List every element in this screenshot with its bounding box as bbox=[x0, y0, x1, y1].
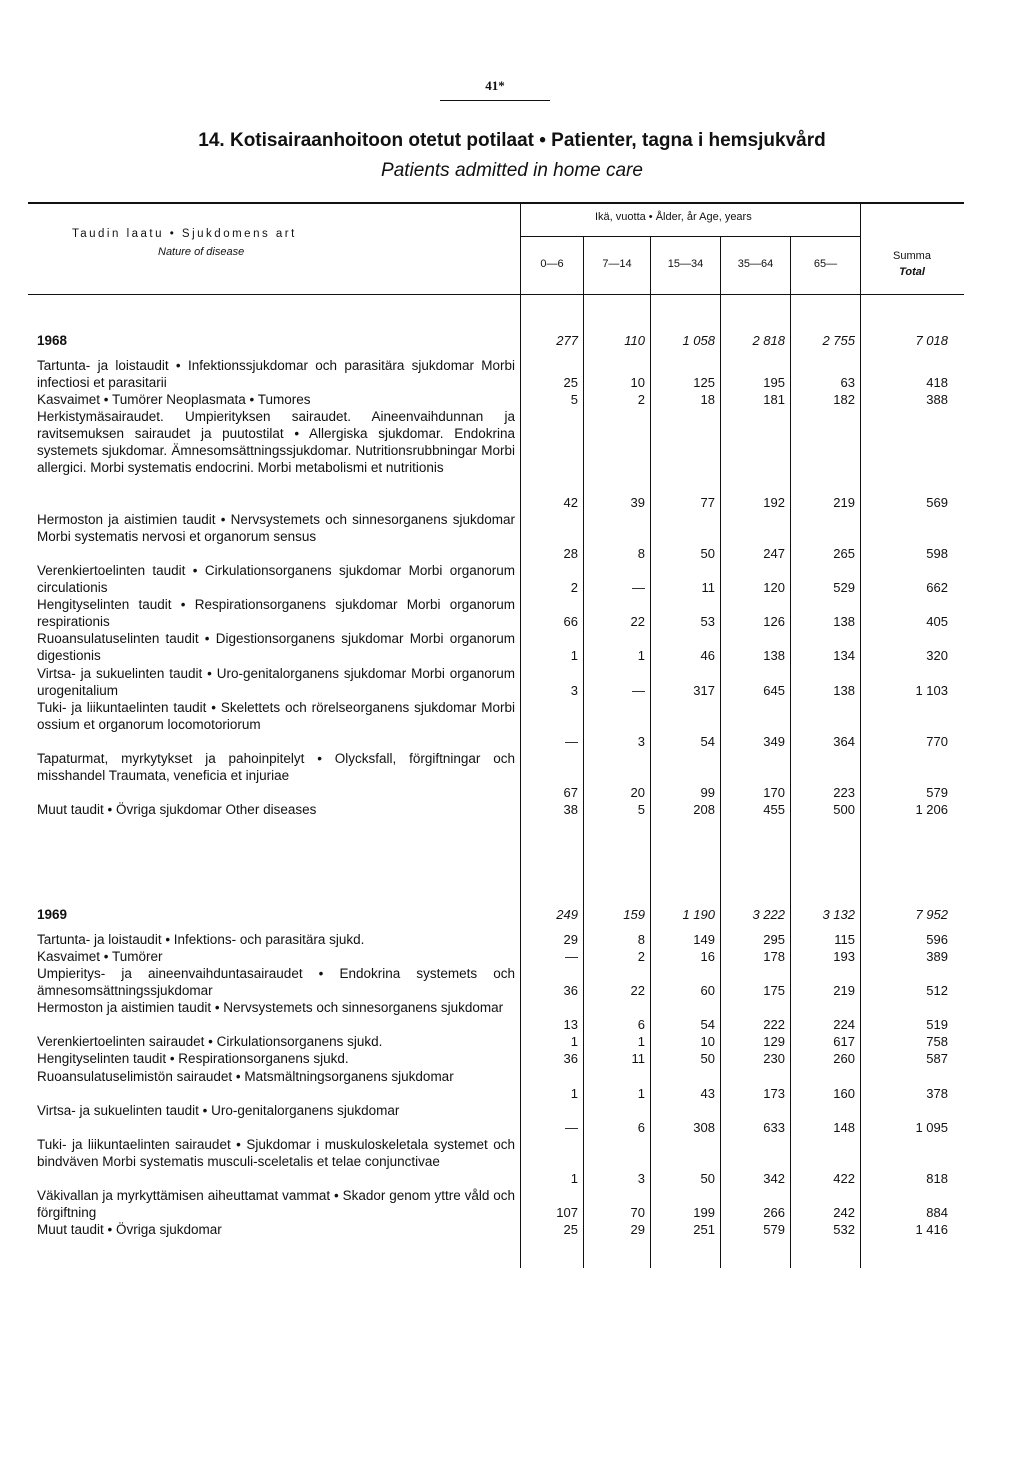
table-cell: 134 bbox=[833, 648, 855, 664]
col-header-35-64: 35—64 bbox=[737, 258, 774, 270]
table-cell: 295 bbox=[763, 931, 785, 947]
total-cell: 2 755 bbox=[822, 333, 855, 348]
table-cell: 2 bbox=[637, 948, 645, 964]
table-cell: 364 bbox=[833, 733, 855, 749]
table-cell: 770 bbox=[926, 733, 948, 749]
table-cell: 1 bbox=[637, 648, 645, 664]
age-group-rule bbox=[520, 236, 860, 237]
table-cell: 265 bbox=[833, 545, 855, 561]
table-cell: 532 bbox=[833, 1222, 855, 1238]
table-cell: — bbox=[565, 1119, 578, 1135]
row-label: Hermoston ja aistimien taudit • Nervsystemets och sinnesorganens sjukdomar bbox=[37, 1000, 504, 1016]
row-label: Kasvaimet • Tumörer bbox=[37, 948, 163, 964]
table-cell: — bbox=[565, 733, 578, 749]
table-cell: 1 416 bbox=[915, 1222, 948, 1238]
total-cell: 2 818 bbox=[752, 333, 785, 348]
col-header-0-6: 0—6 bbox=[540, 258, 564, 270]
row-label: Tartunta- ja loistaudit • Infektions- och parasitära sjukd. bbox=[37, 931, 365, 947]
row-label: Tapaturmat, myrkytykset ja pahoinpitelyt • Olycksfall, förgiftningar och misshandel Traumata, veneficia et injuriae bbox=[37, 751, 515, 784]
table-cell: 77 bbox=[700, 494, 715, 510]
table-cell: 349 bbox=[763, 733, 785, 749]
year-label bbox=[37, 332, 515, 349]
table-cell: 36 bbox=[563, 1051, 578, 1067]
page-number: 41* bbox=[440, 78, 550, 101]
table-cell: 5 bbox=[637, 802, 645, 818]
table-top-rule bbox=[28, 202, 964, 204]
table-subtitle: Patients admitted in home care bbox=[381, 160, 643, 181]
table-cell: 115 bbox=[834, 931, 855, 947]
table-cell: 617 bbox=[833, 1034, 855, 1050]
row-label: Hermoston ja aistimien taudit • Nervsystemets och sinnesorganens sjukdomar Morbi systematis nervosi et organorum sensus bbox=[37, 511, 515, 544]
table-cell: 662 bbox=[926, 580, 948, 596]
row-label: Kasvaimet • Tumörer Neoplasmata • Tumores bbox=[37, 391, 311, 407]
table-cell: 455 bbox=[763, 802, 785, 818]
table-cell: 38 bbox=[563, 802, 578, 818]
table-cell: 107 bbox=[556, 1205, 578, 1221]
row-label: Väkivallan ja myrkyttämisen aiheuttamat vammat • Skador genom yttre våld och förgiftning bbox=[37, 1188, 515, 1221]
table-cell: 182 bbox=[833, 391, 855, 407]
table-cell: 8 bbox=[637, 931, 645, 947]
year-label bbox=[37, 906, 515, 923]
table-cell: 1 bbox=[637, 1085, 645, 1101]
table-cell: 758 bbox=[926, 1034, 948, 1050]
table-cell: 193 bbox=[833, 948, 855, 964]
header-bottom-rule bbox=[28, 294, 964, 295]
col-header-15-34: 15—34 bbox=[667, 258, 704, 270]
table-cell: 529 bbox=[833, 580, 855, 596]
table-cell: 1 103 bbox=[915, 682, 948, 698]
disease-header: Taudin laatu • Sjukdomens art bbox=[72, 228, 297, 240]
table-cell: 219 bbox=[833, 494, 855, 510]
table-cell: 1 bbox=[570, 1085, 578, 1101]
row-label: Tartunta- ja loistaudit • Infektionssjukdomar och parasitära sjukdomar Morbi infectiosi et parasitarii bbox=[37, 357, 515, 390]
table-cell: 5 bbox=[570, 391, 578, 407]
total-cell: 249 bbox=[556, 907, 578, 922]
table-cell: 16 bbox=[700, 948, 715, 964]
table-cell: 633 bbox=[763, 1119, 785, 1135]
table-cell: — bbox=[632, 682, 645, 698]
table-cell: 195 bbox=[763, 374, 785, 390]
table-cell: 260 bbox=[833, 1051, 855, 1067]
table-cell: 11 bbox=[701, 580, 715, 596]
row-label: Ruoansulatuselimistön sairaudet • Matsmältningsorganens sjukdomar bbox=[37, 1068, 454, 1084]
total-cell: 1 058 bbox=[682, 333, 715, 348]
table-cell: 178 bbox=[763, 948, 785, 964]
row-label: Tuki- ja liikuntaelinten taudit • Skelettets och rörelseorganens sjukdomar Morbi ossium et organorum locomotoriorum bbox=[37, 699, 515, 732]
row-label: Muut taudit • Övriga sjukdomar bbox=[37, 1222, 222, 1238]
table-cell: 28 bbox=[563, 545, 578, 561]
total-cell: 159 bbox=[623, 907, 645, 922]
row-label: Herkistymäsairaudet. Umpierityksen sairaudet. Aineenvaihdunnan ja ravitsemuksen sairaudet ja puutostilat • Allergiska sjukdomar. Endokrina systemets sjukdomar. Ämnesomsättningssjukdomar. Nutritionsrubbningar Morbi allergici. Morbi systematis endocrini. Morbi metabolismi et nutritionis bbox=[37, 409, 515, 476]
table-cell: 1 206 bbox=[915, 802, 948, 818]
table-cell: 418 bbox=[926, 374, 948, 390]
age-header: Ikä, vuotta • Ålder, år Age, years bbox=[595, 211, 752, 223]
col-header-total: Total bbox=[899, 266, 925, 278]
table-cell: 405 bbox=[926, 614, 948, 630]
table-cell: 11 bbox=[631, 1051, 645, 1067]
table-cell: 342 bbox=[763, 1171, 785, 1187]
table-cell: 8 bbox=[637, 545, 645, 561]
table-cell: 29 bbox=[630, 1222, 645, 1238]
row-label: Verenkiertoelinten taudit • Cirkulationsorganens sjukdomar Morbi organorum circulationis bbox=[37, 562, 515, 595]
table-cell: 173 bbox=[763, 1085, 785, 1101]
total-cell: 7 952 bbox=[915, 907, 948, 922]
table-cell: 219 bbox=[833, 983, 855, 999]
total-cell: 3 222 bbox=[752, 907, 785, 922]
column-divider-5 bbox=[860, 203, 861, 1268]
table-cell: 18 bbox=[700, 391, 715, 407]
table-cell: 10 bbox=[700, 1034, 715, 1050]
row-label: Tuki- ja liikuntaelinten sairaudet • Sjukdomar i muskuloskeletala systemet och bindväven Morbi systematis musculi-sceletalis et telae conjunctivae bbox=[37, 1136, 515, 1169]
table-cell: 22 bbox=[630, 983, 645, 999]
table-cell: 42 bbox=[563, 494, 578, 510]
table-cell: 3 bbox=[570, 682, 578, 698]
table-cell: 230 bbox=[763, 1051, 785, 1067]
table-cell: 2 bbox=[637, 391, 645, 407]
table-cell: 13 bbox=[563, 1017, 578, 1033]
col-header-summa: Summa bbox=[893, 250, 931, 262]
year-text: 1969 bbox=[37, 907, 68, 922]
row-label: Hengityselinten taudit • Respirationsorganens sjukd. bbox=[37, 1051, 349, 1067]
total-cell: 3 132 bbox=[822, 907, 855, 922]
table-cell: 223 bbox=[833, 785, 855, 801]
table-cell: 50 bbox=[700, 1051, 715, 1067]
table-cell: 175 bbox=[763, 983, 785, 999]
table-cell: 181 bbox=[763, 391, 785, 407]
table-cell: — bbox=[565, 948, 578, 964]
table-cell: 587 bbox=[926, 1051, 948, 1067]
table-cell: 1 095 bbox=[915, 1119, 948, 1135]
table-cell: 129 bbox=[763, 1034, 785, 1050]
table-cell: 138 bbox=[763, 648, 785, 664]
table-cell: 22 bbox=[630, 614, 645, 630]
table-cell: 54 bbox=[700, 1017, 715, 1033]
table-cell: 6 bbox=[637, 1017, 645, 1033]
table-cell: 1 bbox=[570, 1034, 578, 1050]
table-cell: 512 bbox=[926, 983, 948, 999]
table-cell: 25 bbox=[563, 1222, 578, 1238]
table-cell: 242 bbox=[833, 1205, 855, 1221]
table-cell: 138 bbox=[833, 614, 855, 630]
table-cell: 251 bbox=[693, 1222, 715, 1238]
table-title: 14. Kotisairaanhoitoon otetut potilaat • Patienter, tagna i hemsjukvård bbox=[198, 130, 826, 151]
table-cell: 25 bbox=[563, 374, 578, 390]
table-cell: 50 bbox=[700, 1171, 715, 1187]
table-cell: 170 bbox=[763, 785, 785, 801]
table-cell: 53 bbox=[700, 614, 715, 630]
disease-header-en: Nature of disease bbox=[158, 246, 245, 258]
table-cell: 66 bbox=[563, 614, 578, 630]
table-cell: 99 bbox=[700, 785, 715, 801]
table-cell: 20 bbox=[630, 785, 645, 801]
table-cell: 3 bbox=[637, 1171, 645, 1187]
table-cell: 378 bbox=[926, 1085, 948, 1101]
table-cell: 247 bbox=[763, 545, 785, 561]
table-cell: 266 bbox=[763, 1205, 785, 1221]
table-cell: 50 bbox=[700, 545, 715, 561]
table-cell: 519 bbox=[926, 1017, 948, 1033]
table-cell: 60 bbox=[700, 983, 715, 999]
table-cell: 222 bbox=[763, 1017, 785, 1033]
row-label: Virtsa- ja sukuelinten taudit • Uro-genitalorganens sjukdomar bbox=[37, 1102, 400, 1118]
table-cell: 120 bbox=[763, 580, 785, 596]
table-cell: 39 bbox=[630, 494, 645, 510]
table-cell: — bbox=[632, 580, 645, 596]
table-cell: 2 bbox=[570, 580, 578, 596]
table-cell: 160 bbox=[833, 1085, 855, 1101]
table-cell: 149 bbox=[693, 931, 715, 947]
table-cell: 125 bbox=[693, 374, 715, 390]
table-cell: 224 bbox=[833, 1017, 855, 1033]
table-cell: 579 bbox=[926, 785, 948, 801]
total-cell: 277 bbox=[556, 333, 578, 348]
table-cell: 199 bbox=[693, 1205, 715, 1221]
row-label: Ruoansulatuselinten taudit • Digestionsorganens sjukdomar Morbi organorum digestionis bbox=[37, 631, 515, 664]
table-cell: 1 bbox=[637, 1034, 645, 1050]
total-cell: 7 018 bbox=[915, 333, 948, 348]
table-cell: 320 bbox=[926, 648, 948, 664]
table-cell: 43 bbox=[700, 1085, 715, 1101]
table-cell: 308 bbox=[693, 1119, 715, 1135]
row-label: Muut taudit • Övriga sjukdomar Other diseases bbox=[37, 802, 317, 818]
table-cell: 389 bbox=[926, 948, 948, 964]
table-cell: 818 bbox=[926, 1171, 948, 1187]
table-cell: 598 bbox=[926, 545, 948, 561]
col-header-7-14: 7—14 bbox=[602, 258, 632, 270]
table-cell: 70 bbox=[630, 1205, 645, 1221]
total-cell: 1 190 bbox=[682, 907, 715, 922]
table-cell: 579 bbox=[763, 1222, 785, 1238]
table-cell: 388 bbox=[926, 391, 948, 407]
table-cell: 208 bbox=[693, 802, 715, 818]
table-cell: 67 bbox=[563, 785, 578, 801]
table-cell: 126 bbox=[763, 614, 785, 630]
table-cell: 1 bbox=[570, 648, 578, 664]
row-label: Hengityselinten taudit • Respirationsorganens sjukdomar Morbi organorum respirationis bbox=[37, 597, 515, 630]
table-cell: 1 bbox=[570, 1171, 578, 1187]
year-text: 1968 bbox=[37, 333, 68, 348]
table-cell: 54 bbox=[700, 733, 715, 749]
row-label: Umpieritys- ja aineenvaihduntasairaudet • Endokrina systemets och ämnesomsättningssjukdomar bbox=[37, 965, 515, 998]
row-label: Verenkiertoelinten sairaudet • Cirkulationsorganens sjukd. bbox=[37, 1034, 383, 1050]
table-cell: 148 bbox=[833, 1119, 855, 1135]
table-cell: 29 bbox=[563, 931, 578, 947]
table-cell: 6 bbox=[637, 1119, 645, 1135]
row-label: Virtsa- ja sukuelinten taudit • Uro-genitalorganens sjukdomar Morbi organorum urogenitalium bbox=[37, 665, 515, 698]
table-cell: 317 bbox=[693, 682, 715, 698]
total-cell: 110 bbox=[624, 333, 645, 348]
table-cell: 884 bbox=[926, 1205, 948, 1221]
col-header-65: 65— bbox=[813, 258, 838, 270]
table-cell: 138 bbox=[833, 682, 855, 698]
table-cell: 422 bbox=[833, 1171, 855, 1187]
table-cell: 569 bbox=[926, 494, 948, 510]
table-cell: 36 bbox=[563, 983, 578, 999]
table-cell: 596 bbox=[926, 931, 948, 947]
table-cell: 192 bbox=[763, 494, 785, 510]
table-cell: 3 bbox=[637, 733, 645, 749]
table-cell: 500 bbox=[833, 802, 855, 818]
table-cell: 46 bbox=[700, 648, 715, 664]
table-cell: 10 bbox=[630, 374, 645, 390]
table-cell: 645 bbox=[763, 682, 785, 698]
table-cell: 63 bbox=[840, 374, 855, 390]
